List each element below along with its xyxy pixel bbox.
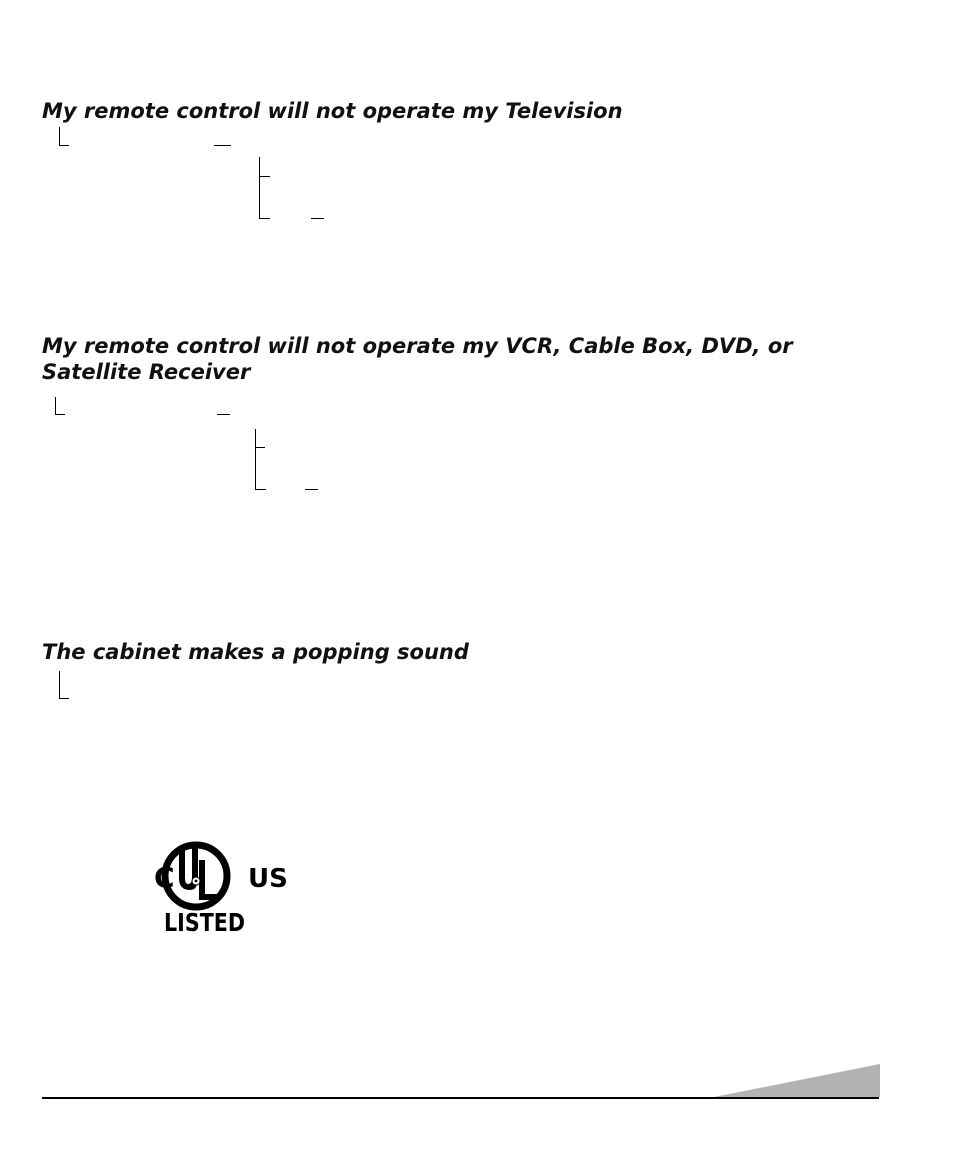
section-heading-device-remote: My remote control will not operate my VCR, Cable Box, DVD, or Satellite Receiver — [42, 334, 793, 384]
section-heading-tv-remote: My remote control will not operate my Television — [42, 99, 623, 123]
section-heading-cabinet-popping: The cabinet makes a popping sound — [42, 640, 469, 664]
page-tab-wedge — [714, 1064, 880, 1097]
svg-text:C: C — [154, 861, 175, 894]
svg-text:LISTED: LISTED — [164, 908, 245, 937]
footer-rule — [42, 1097, 879, 1099]
ul-listed-logo — [140, 820, 290, 938]
svg-text:US: US — [248, 864, 288, 894]
